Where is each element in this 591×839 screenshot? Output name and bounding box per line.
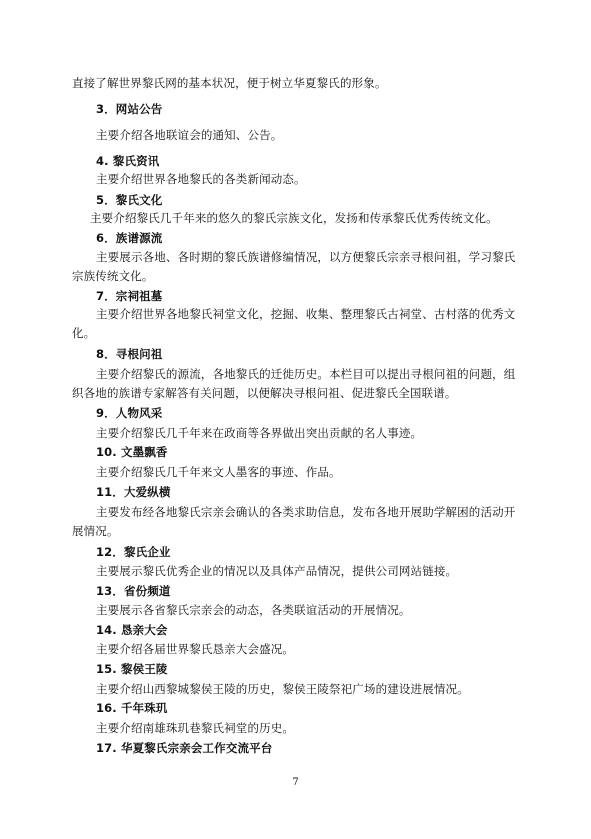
section-heading-culture: 5．黎氏文化 [96, 193, 163, 207]
section-heading-enterprises: 12．黎氏企业 [96, 545, 171, 559]
section-description: 主要介绍黎氏的源流，各地黎氏的迁徙历史。本栏目可以提出寻根问祖的问题，组 [96, 367, 516, 381]
section-heading-site-notice: 3．网站公告 [96, 102, 163, 116]
section-heading-roots: 8．寻根问祖 [96, 347, 163, 361]
section-heading-people: 9．人物风采 [96, 406, 163, 420]
section-heading-provinces: 13．省份频道 [96, 584, 171, 598]
section-heading-news: 4. 黎氏资讯 [96, 154, 160, 168]
section-description: 主要展示黎氏优秀企业的情况以及具体产品情况，提供公司网站链接。 [96, 564, 458, 578]
section-heading-exchange-platform: 17. 华夏黎氏宗亲会工作交流平台 [96, 741, 273, 755]
section-description: 主要介绍世界各地黎氏祠堂文化，挖掘、收集、整理黎氏古祠堂、古村落的优秀文 [96, 307, 516, 321]
section-heading-reunion: 14. 恳亲大会 [96, 623, 168, 637]
section-heading-ancestral-halls: 7．宗祠祖墓 [96, 289, 163, 303]
section-description: 主要介绍黎氏几千年来在政商等各界做出突出贡献的名人事迹。 [96, 426, 423, 440]
section-heading-zhuji: 16. 千年珠玑 [96, 701, 168, 715]
section-description: 主要介绍各届世界黎氏恳亲大会盛况。 [96, 642, 295, 656]
section-heading-literature: 10. 文墨飘香 [96, 445, 168, 459]
section-heading-mausoleum: 15. 黎侯王陵 [96, 662, 168, 676]
section-description: 主要介绍各地联谊会的通知、公告。 [96, 128, 283, 142]
section-description-continued: 宗族传统文化。 [72, 269, 154, 283]
section-description: 主要介绍山西黎城黎侯王陵的历史，黎侯王陵祭祀广场的建设进展情况。 [96, 682, 469, 696]
section-heading-genealogy: 6．族谱源流 [96, 231, 163, 245]
section-heading-charity: 11．大爱纵横 [96, 485, 171, 499]
section-description: 主要介绍世界各地黎氏的各类新闻动态。 [96, 172, 306, 186]
section-description-continued: 织各地的族谱专家解答有关问题，以便解决寻根问祖、促进黎氏全国联谱。 [72, 386, 457, 400]
section-description: 主要介绍黎氏几千年来文人墨客的事迹、作品。 [96, 465, 341, 479]
section-description-continued: 化。 [72, 326, 96, 340]
section-description: 主要展示各省黎氏宗亲会的动态，各类联谊活动的开展情况。 [96, 603, 411, 617]
section-description: 主要介绍南雄珠玑巷黎氏祠堂的历史。 [96, 721, 295, 735]
section-description: 主要介绍黎氏几千年来的悠久的黎氏宗族文化，发扬和传承黎氏优秀传统文化。 [90, 211, 498, 225]
page-number: 7 [292, 777, 299, 788]
paragraph-line-intro: 直接了解世界黎氏网的基本状况，便于树立华夏黎氏的形象。 [72, 76, 387, 90]
section-description-continued: 展情况。 [72, 524, 119, 538]
section-description: 主要展示各地、各时期的黎氏族谱修编情况，以方便黎氏宗亲寻根问祖，学习黎氏 [96, 250, 516, 264]
section-description: 主要发布经各地黎氏宗亲会确认的各类求助信息，发布各地开展助学解困的活动开 [96, 505, 516, 519]
